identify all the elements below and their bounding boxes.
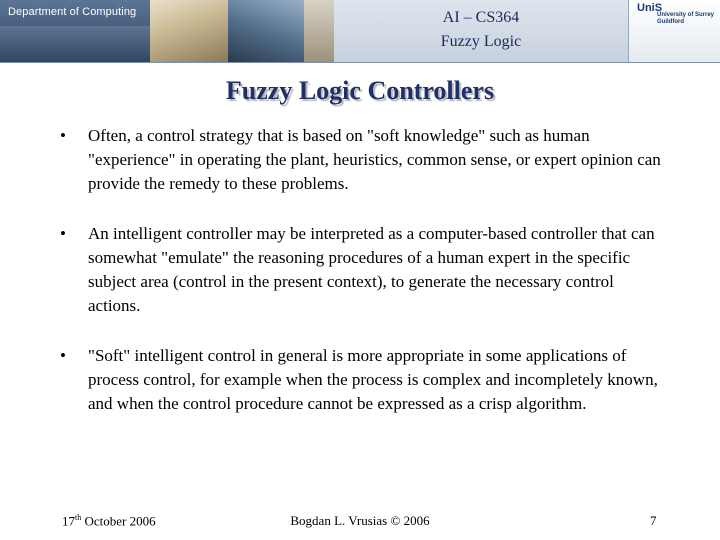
bullet-dot: • (60, 126, 66, 145)
page-number: 7 (650, 513, 657, 528)
bullet-dot: • (60, 224, 66, 243)
logo-mark: UniS (637, 2, 663, 14)
banner-photo-1 (150, 0, 228, 62)
date-suffix: th (75, 513, 82, 522)
bullet-list (56, 124, 666, 416)
date-rest: October 2006 (81, 513, 156, 529)
slide-title: Fuzzy Logic Controllers (225, 76, 495, 105)
university-logo (628, 0, 720, 62)
bullet-text-3: "Soft" intelligent control in general is more appropriate in some applications of process control, for example when the process is complex and incompletely known, and when the control procedure cannot be expressed as a crisp algorithm. (88, 346, 658, 413)
banner-swoosh (0, 26, 150, 62)
logo-line-2: Guildford (657, 19, 684, 25)
department-text: Department of Computing (8, 6, 137, 18)
bullet-item-1 (56, 124, 666, 196)
logo-text (657, 12, 714, 26)
footer-author: Bogdan L. Vrusias © 2006 (290, 513, 430, 528)
course-code: AI – CS364 (442, 9, 520, 26)
bullet-text-2: An intelligent controller may be interpreted as a computer-based controller that can somewhat "emulate" the reasoning procedures of a human expert in the specific subject area (control in the present context), to generate the necessary control actions. (88, 224, 655, 315)
bullet-item-2 (56, 222, 666, 318)
banner-photo-3 (304, 0, 334, 62)
header-banner (0, 0, 720, 63)
logo-line-1: University of Surrey (657, 12, 715, 18)
bullet-item-3 (56, 344, 666, 416)
bullet-text-1: Often, a control strategy that is based on "soft knowledge" such as human "experience" in operating the plant, heuristics, common sense, or expert opinion can provide the remedy to these problems. (88, 126, 661, 193)
bullet-dot: • (60, 346, 66, 365)
course-title-box (334, 0, 628, 62)
banner-photo-2 (228, 0, 304, 62)
course-topic: Fuzzy Logic (440, 33, 522, 50)
date-day: 17 (62, 513, 75, 529)
department-label (0, 0, 150, 62)
